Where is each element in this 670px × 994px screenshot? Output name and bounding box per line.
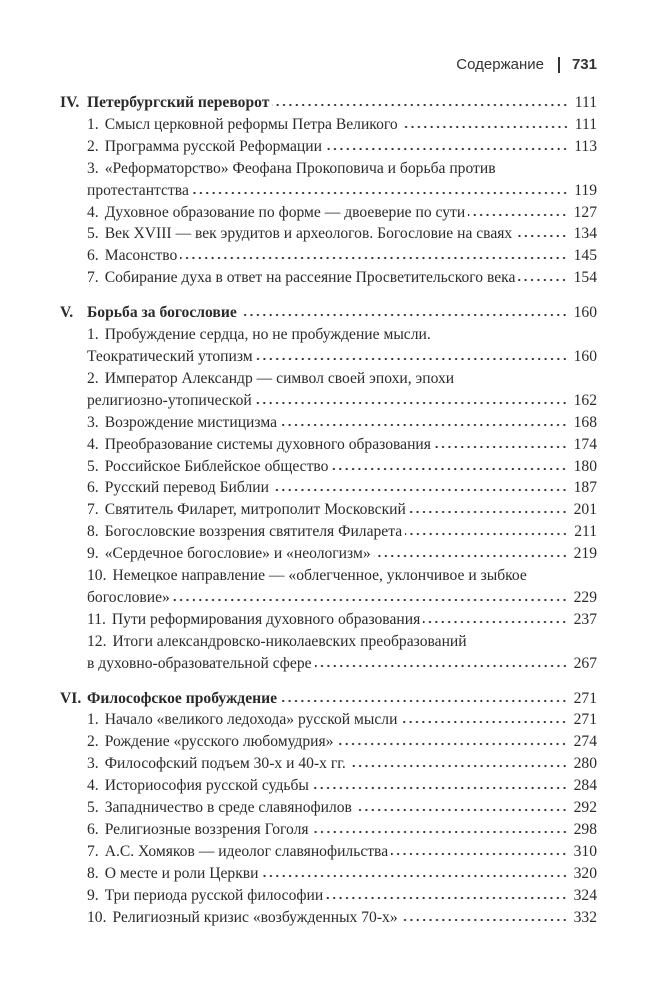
entry-line bbox=[87, 907, 597, 929]
entry-page: 119 bbox=[574, 181, 597, 199]
entry-page: 211 bbox=[574, 523, 597, 541]
entry-title: Три периода русской философии bbox=[104, 886, 324, 904]
dot-leader bbox=[280, 693, 568, 703]
dot-leader bbox=[391, 846, 567, 856]
header-divider bbox=[558, 57, 560, 73]
dot-leader bbox=[325, 141, 568, 151]
entry-number: 3. bbox=[87, 755, 99, 773]
entry-line bbox=[87, 609, 597, 631]
entry-title: Историософия русской судьбы bbox=[104, 777, 309, 795]
entry-number: 10. bbox=[87, 908, 107, 926]
entry-number: 2. bbox=[87, 733, 99, 751]
entry-number: 8. bbox=[87, 523, 99, 541]
entry-title: Российское Библейское общество bbox=[104, 457, 329, 475]
entry-title: «Реформаторство» Феофана Прокоповича и борьба против bbox=[104, 159, 496, 177]
entry-title: Немецкое направление — «облегченное, уклончивое и зыбкое bbox=[112, 567, 527, 585]
entry-line bbox=[87, 565, 597, 587]
entry-line bbox=[87, 412, 597, 434]
entry-title: в духовно-образовательной сфере bbox=[87, 654, 312, 672]
entry-line bbox=[87, 709, 597, 731]
entry-title: Собирание духа в ответ на рассеяние Просветительского века bbox=[104, 269, 516, 287]
page-number: 731 bbox=[571, 56, 597, 73]
entry-title: Рождение «русского любомудрия» bbox=[104, 733, 334, 751]
entry-title: Русский перевод Библии bbox=[104, 479, 269, 497]
entry-page: 237 bbox=[573, 610, 597, 628]
entry-number: 4. bbox=[87, 435, 99, 453]
toc-entry[interactable] bbox=[60, 324, 597, 368]
toc-entry[interactable] bbox=[60, 477, 597, 499]
entry-page: 274 bbox=[573, 733, 597, 751]
toc-entry[interactable] bbox=[60, 368, 597, 412]
entry-page: 298 bbox=[573, 821, 597, 838]
dot-leader bbox=[434, 439, 568, 449]
entry-line bbox=[87, 543, 597, 565]
toc-entry[interactable] bbox=[60, 267, 597, 289]
entry-number: 1. bbox=[87, 115, 99, 133]
entry-page: 320 bbox=[573, 864, 597, 882]
entry-title: Пробуждение сердца, но не пробуждение мысли. bbox=[104, 326, 431, 344]
toc-entry[interactable] bbox=[60, 565, 597, 609]
entry-line bbox=[87, 202, 597, 224]
dot-leader bbox=[515, 228, 567, 238]
dot-leader bbox=[374, 548, 568, 558]
entry-line bbox=[87, 456, 597, 478]
entry-number: 2. bbox=[87, 137, 99, 155]
entry-number: 6. bbox=[87, 247, 99, 265]
entry-line bbox=[87, 653, 597, 675]
dot-leader bbox=[312, 824, 568, 834]
entry-number: 3. bbox=[87, 413, 99, 431]
entry-line bbox=[87, 477, 597, 499]
entry-number: 9. bbox=[87, 545, 99, 563]
dot-leader bbox=[518, 272, 567, 282]
entry-number: 2. bbox=[87, 369, 99, 387]
entry-page: 201 bbox=[573, 501, 597, 519]
entry-page: 229 bbox=[573, 588, 597, 606]
entry-line bbox=[87, 267, 597, 289]
entry-line bbox=[87, 753, 597, 775]
dot-leader bbox=[255, 395, 568, 405]
dot-leader bbox=[400, 714, 567, 724]
section-page: 111 bbox=[574, 94, 597, 111]
entry-title: «Сердечное богословие» и «неологизм» bbox=[104, 545, 371, 563]
entry-number: 6. bbox=[87, 821, 99, 838]
entry-title: Философский подъем 30-х и 40-х гг. bbox=[104, 755, 346, 773]
dot-leader bbox=[272, 482, 568, 492]
toc-entry[interactable] bbox=[60, 731, 597, 753]
entry-page: 174 bbox=[573, 435, 597, 453]
dot-leader bbox=[355, 802, 568, 812]
entry-page: 145 bbox=[573, 247, 597, 265]
entry-title: Итоги александровско-николаевских преобразований bbox=[112, 632, 467, 650]
section-number: V. bbox=[60, 304, 74, 322]
entry-page: 292 bbox=[573, 799, 597, 817]
entry-line bbox=[87, 841, 597, 863]
entry-line bbox=[87, 819, 597, 841]
entry-title: богословие» bbox=[87, 588, 170, 606]
toc-section bbox=[60, 92, 597, 289]
entry-number: 6. bbox=[87, 479, 99, 497]
entry-line bbox=[87, 434, 597, 456]
section-page: 271 bbox=[573, 689, 597, 707]
toc-entry[interactable] bbox=[60, 456, 597, 478]
dot-leader bbox=[468, 207, 567, 217]
entry-number: 4. bbox=[87, 203, 99, 221]
toc-entry[interactable] bbox=[60, 753, 597, 775]
entry-title: Возрождение мистицизма bbox=[104, 413, 278, 431]
entry-title: Пути реформирования духовного образования bbox=[111, 610, 421, 628]
dot-leader bbox=[423, 614, 567, 624]
entry-number: 12. bbox=[87, 632, 107, 650]
entry-page: 162 bbox=[573, 391, 597, 409]
entry-title: религиозно-утопической bbox=[87, 391, 252, 409]
entry-page: 168 bbox=[573, 413, 597, 431]
running-header bbox=[456, 56, 597, 73]
entry-title: Религиозные воззрения Гоголя bbox=[104, 821, 309, 838]
entry-line bbox=[87, 245, 597, 267]
entry-number: 11. bbox=[87, 610, 106, 628]
entry-title: Богословские воззрения святителя Филарета bbox=[104, 523, 403, 541]
entry-number: 5. bbox=[87, 799, 99, 817]
entry-page: 267 bbox=[573, 654, 597, 672]
section-heading[interactable] bbox=[60, 92, 597, 114]
toc-entry[interactable] bbox=[60, 136, 597, 158]
entry-title: А.С. Хомяков — идеолог славянофильства bbox=[104, 842, 389, 860]
toc-entry[interactable] bbox=[60, 863, 597, 885]
entry-title: Масонство bbox=[104, 247, 178, 265]
entry-title: Святитель Филарет, митрополит Московский bbox=[104, 501, 406, 519]
dot-leader bbox=[173, 592, 568, 602]
toc-entry[interactable] bbox=[60, 819, 597, 841]
entry-line bbox=[87, 587, 597, 609]
entry-line bbox=[87, 521, 597, 543]
section-heading[interactable] bbox=[60, 302, 597, 324]
toc-entry[interactable] bbox=[60, 412, 597, 434]
entry-title: Начало «великого ледохода» русской мысли bbox=[104, 711, 398, 729]
entry-page: 180 bbox=[573, 457, 597, 475]
dot-leader bbox=[272, 97, 568, 107]
dot-leader bbox=[315, 658, 568, 668]
entry-title: Религиозный кризис «возбужденных 70-х» bbox=[112, 908, 398, 926]
toc-entry[interactable] bbox=[60, 499, 597, 521]
toc-entry[interactable] bbox=[60, 609, 597, 631]
toc-entry[interactable] bbox=[60, 223, 597, 245]
section-number: IV. bbox=[60, 94, 80, 111]
dot-leader bbox=[256, 351, 568, 361]
entry-title: Теократический утопизм bbox=[87, 347, 253, 365]
entry-number: 7. bbox=[87, 501, 99, 519]
dot-leader bbox=[240, 307, 568, 317]
dot-leader bbox=[192, 185, 568, 195]
entry-line bbox=[87, 863, 597, 885]
entry-line bbox=[87, 223, 597, 245]
entry-page: 271 bbox=[573, 711, 597, 729]
toc-entry[interactable] bbox=[60, 797, 597, 819]
entry-line bbox=[87, 158, 597, 180]
entry-line bbox=[87, 136, 597, 158]
dot-leader bbox=[409, 504, 568, 514]
entry-title: Духовное образование по форме — двоеверие по сути bbox=[104, 203, 466, 221]
entry-title: Смысл церковной реформы Петра Великого bbox=[104, 115, 398, 133]
toc-entry[interactable] bbox=[60, 114, 597, 136]
section-title: Петербургский переворот bbox=[87, 94, 270, 111]
entry-line bbox=[87, 885, 597, 907]
entry-title: Западничество в среде славянофилов bbox=[104, 799, 352, 817]
entry-page: 113 bbox=[574, 137, 597, 155]
toc-entry[interactable] bbox=[60, 543, 597, 565]
entry-title: О месте и роли Церкви bbox=[104, 864, 259, 882]
entry-page: 280 bbox=[573, 755, 597, 773]
entry-line bbox=[87, 390, 597, 412]
entry-number: 8. bbox=[87, 864, 99, 882]
dot-leader bbox=[336, 736, 567, 746]
entry-line bbox=[87, 324, 597, 346]
toc-entry[interactable] bbox=[60, 521, 597, 543]
entry-line bbox=[87, 731, 597, 753]
entry-page: 284 bbox=[573, 777, 597, 795]
dot-leader bbox=[280, 417, 568, 427]
section-title: Борьба за богословие bbox=[87, 304, 237, 322]
entry-number: 5. bbox=[87, 457, 99, 475]
toc-entry[interactable] bbox=[60, 709, 597, 731]
dot-leader bbox=[262, 868, 568, 878]
toc-section bbox=[60, 688, 597, 929]
entry-number: 5. bbox=[87, 225, 99, 243]
section-number: VI. bbox=[60, 689, 82, 707]
entry-page: 154 bbox=[573, 269, 597, 287]
dot-leader bbox=[349, 758, 568, 768]
entry-title: Император Александр — символ своей эпохи, эпохи bbox=[104, 369, 455, 387]
entry-page: 187 bbox=[573, 479, 597, 497]
toc-entry[interactable] bbox=[60, 434, 597, 456]
dot-leader bbox=[326, 890, 567, 900]
entry-page: 324 bbox=[573, 886, 597, 904]
entry-page: 332 bbox=[573, 908, 597, 926]
toc-entry[interactable] bbox=[60, 841, 597, 863]
toc-entry[interactable] bbox=[60, 158, 597, 202]
entry-number: 3. bbox=[87, 159, 99, 177]
toc-entry[interactable] bbox=[60, 202, 597, 224]
entry-line bbox=[87, 346, 597, 368]
entry-number: 9. bbox=[87, 886, 99, 904]
running-header-title: Содержание bbox=[456, 56, 544, 73]
dot-leader bbox=[401, 912, 568, 922]
entry-number: 10. bbox=[87, 567, 107, 585]
section-heading[interactable] bbox=[60, 688, 597, 710]
toc-entry[interactable] bbox=[60, 885, 597, 907]
entry-line bbox=[87, 368, 597, 390]
entry-title: протестантства bbox=[87, 181, 189, 199]
entry-line bbox=[87, 797, 597, 819]
table-of-contents bbox=[60, 92, 597, 942]
entry-line bbox=[87, 114, 597, 136]
entry-page: 127 bbox=[573, 203, 597, 221]
dot-leader bbox=[401, 119, 569, 129]
toc-entry[interactable] bbox=[60, 907, 597, 929]
section-page: 160 bbox=[573, 304, 597, 322]
toc-entry[interactable] bbox=[60, 775, 597, 797]
entry-line bbox=[87, 180, 597, 202]
dot-leader bbox=[405, 526, 568, 536]
entry-number: 7. bbox=[87, 842, 99, 860]
entry-title: Преобразование системы духовного образования bbox=[104, 435, 431, 453]
toc-entry[interactable] bbox=[60, 631, 597, 675]
entry-line bbox=[87, 775, 597, 797]
dot-leader bbox=[180, 250, 567, 260]
entry-line bbox=[87, 499, 597, 521]
entry-line bbox=[87, 631, 597, 653]
entry-page: 134 bbox=[573, 225, 597, 243]
toc-section bbox=[60, 302, 597, 674]
entry-page: 111 bbox=[574, 115, 597, 133]
entry-title: Век XVIII — век эрудитов и археологов. Богословие на сваях bbox=[104, 225, 513, 243]
entry-number: 4. bbox=[87, 777, 99, 795]
dot-leader bbox=[331, 461, 567, 471]
entry-number: 1. bbox=[87, 711, 99, 729]
section-title: Философское пробуждение bbox=[87, 689, 278, 707]
toc-entry[interactable] bbox=[60, 245, 597, 267]
entry-number: 7. bbox=[87, 269, 99, 287]
entry-page: 219 bbox=[573, 545, 597, 563]
dot-leader bbox=[312, 780, 568, 790]
entry-title: Программа русской Реформации bbox=[104, 137, 322, 155]
entry-page: 310 bbox=[573, 842, 597, 860]
entry-number: 1. bbox=[87, 326, 99, 344]
entry-page: 160 bbox=[573, 347, 597, 365]
